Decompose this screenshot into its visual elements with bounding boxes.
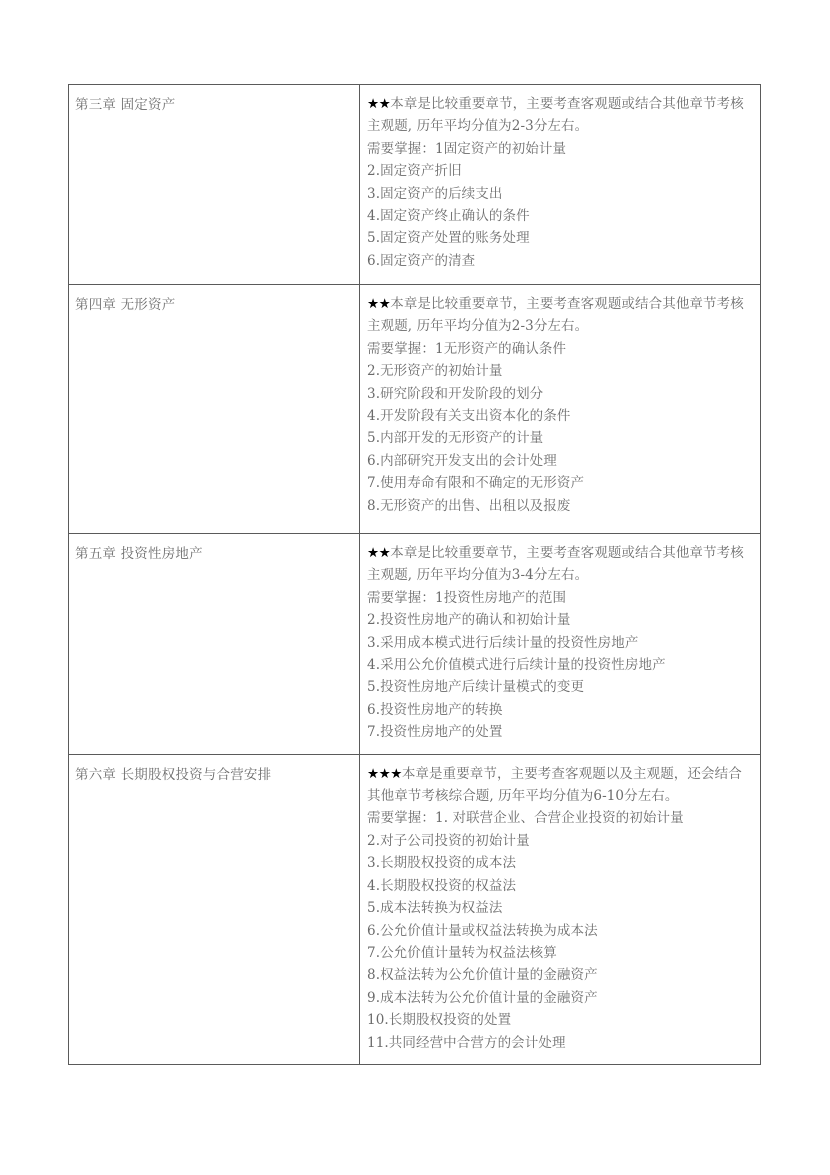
points-intro: 需要掌握：1无形资产的确认条件 bbox=[367, 340, 567, 357]
detail-cell bbox=[360, 85, 761, 285]
detail-cell bbox=[360, 534, 761, 755]
importance-stars: ★★ bbox=[367, 545, 391, 561]
chapter-syllabus-table bbox=[68, 84, 761, 1065]
point-item: 3.采用成本模式进行后续计量的投资性房地产 bbox=[367, 634, 639, 651]
importance-stars: ★★ bbox=[367, 296, 391, 312]
point-item: 5.投资性房地产后续计量模式的变更 bbox=[367, 679, 585, 696]
table-row bbox=[69, 85, 761, 285]
point-item: 2.无形资产的初始计量 bbox=[367, 363, 503, 380]
chapter-summary bbox=[367, 293, 754, 338]
point-item: 3.长期股权投资的成本法 bbox=[367, 855, 517, 872]
point-item: 5.固定资产处置的账务处理 bbox=[367, 230, 530, 247]
chapter-cell bbox=[69, 85, 360, 285]
point-item: 7.公允价值计量转为权益法核算 bbox=[367, 944, 557, 961]
point-item: 10.长期股权投资的处置 bbox=[367, 1012, 512, 1029]
point-item: 4.开发阶段有关支出资本化的条件 bbox=[367, 408, 571, 425]
point-item: 11.共同经营中合营方的会计处理 bbox=[367, 1034, 566, 1051]
chapter-cell bbox=[69, 285, 360, 534]
points-intro: 需要掌握：1投资性房地产的范围 bbox=[367, 589, 567, 606]
chapter-title: 第六章 长期股权投资与合营安排 bbox=[75, 766, 272, 783]
point-item: 6.公允价值计量或权益法转换为成本法 bbox=[367, 922, 598, 939]
chapter-title: 第五章 投资性房地产 bbox=[75, 546, 203, 562]
point-item: 5.成本法转换为权益法 bbox=[367, 900, 503, 917]
point-item: 6.内部研究开发支出的会计处理 bbox=[367, 452, 557, 469]
table-body bbox=[69, 85, 761, 1065]
chapter-title: 第三章 固定资产 bbox=[75, 97, 176, 113]
point-item: 7.使用寿命有限和不确定的无形资产 bbox=[367, 475, 585, 492]
chapter-summary-text: 本章是比较重要章节，主要考查客观题或结合其他章节考核主观题, 历年平均分值为2-3分左右。 bbox=[367, 96, 744, 135]
point-item: 8.无形资产的出售、出租以及报废 bbox=[367, 497, 571, 514]
points-intro: 需要掌握：1固定资产的初始计量 bbox=[367, 140, 567, 157]
chapter-summary-text: 本章是比较重要章节，主要考查客观题或结合其他章节考核主观题, 历年平均分值为3-4分左右。 bbox=[367, 545, 744, 584]
point-item: 2.对子公司投资的初始计量 bbox=[367, 832, 530, 849]
points-intro: 需要掌握：1. 对联营企业、合营企业投资的初始计量 bbox=[367, 810, 684, 827]
chapter-summary bbox=[367, 93, 754, 138]
point-item: 6.投资性房地产的转换 bbox=[367, 701, 503, 718]
point-item: 5.内部开发的无形资产的计量 bbox=[367, 430, 544, 447]
point-item: 4.长期股权投资的权益法 bbox=[367, 877, 517, 894]
table-row bbox=[69, 754, 761, 1064]
detail-cell bbox=[360, 754, 761, 1064]
point-item: 3.研究阶段和开发阶段的划分 bbox=[367, 385, 544, 402]
table-row bbox=[69, 285, 761, 534]
point-item: 4.采用公允价值模式进行后续计量的投资性房地产 bbox=[367, 657, 666, 674]
chapter-summary-text: 本章是重要章节，主要考查客观题以及主观题，还会结合其他章节考核综合题, 历年平均分值为6-10分左右。 bbox=[367, 765, 742, 805]
chapter-summary bbox=[367, 542, 754, 587]
chapter-summary-text: 本章是比较重要章节，主要考查客观题或结合其他章节考核主观题, 历年平均分值为2-3分左右。 bbox=[367, 296, 744, 335]
point-item: 2.固定资产折旧 bbox=[367, 163, 462, 180]
point-item: 8.权益法转为公允价值计量的金融资产 bbox=[367, 967, 598, 984]
importance-stars: ★★ bbox=[367, 96, 391, 112]
detail-cell bbox=[360, 285, 761, 534]
chapter-cell bbox=[69, 534, 360, 755]
point-item: 3.固定资产的后续支出 bbox=[367, 185, 503, 202]
point-item: 9.成本法转为公允价值计量的金融资产 bbox=[367, 989, 598, 1006]
importance-stars: ★★★ bbox=[367, 765, 402, 782]
point-item: 7.投资性房地产的处置 bbox=[367, 724, 503, 741]
point-item: 2.投资性房地产的确认和初始计量 bbox=[367, 612, 571, 629]
point-item: 6.固定资产的清查 bbox=[367, 252, 476, 269]
chapter-summary bbox=[367, 763, 754, 808]
table-row bbox=[69, 534, 761, 755]
chapter-title: 第四章 无形资产 bbox=[75, 297, 176, 313]
chapter-cell bbox=[69, 754, 360, 1064]
point-item: 4.固定资产终止确认的条件 bbox=[367, 208, 530, 225]
